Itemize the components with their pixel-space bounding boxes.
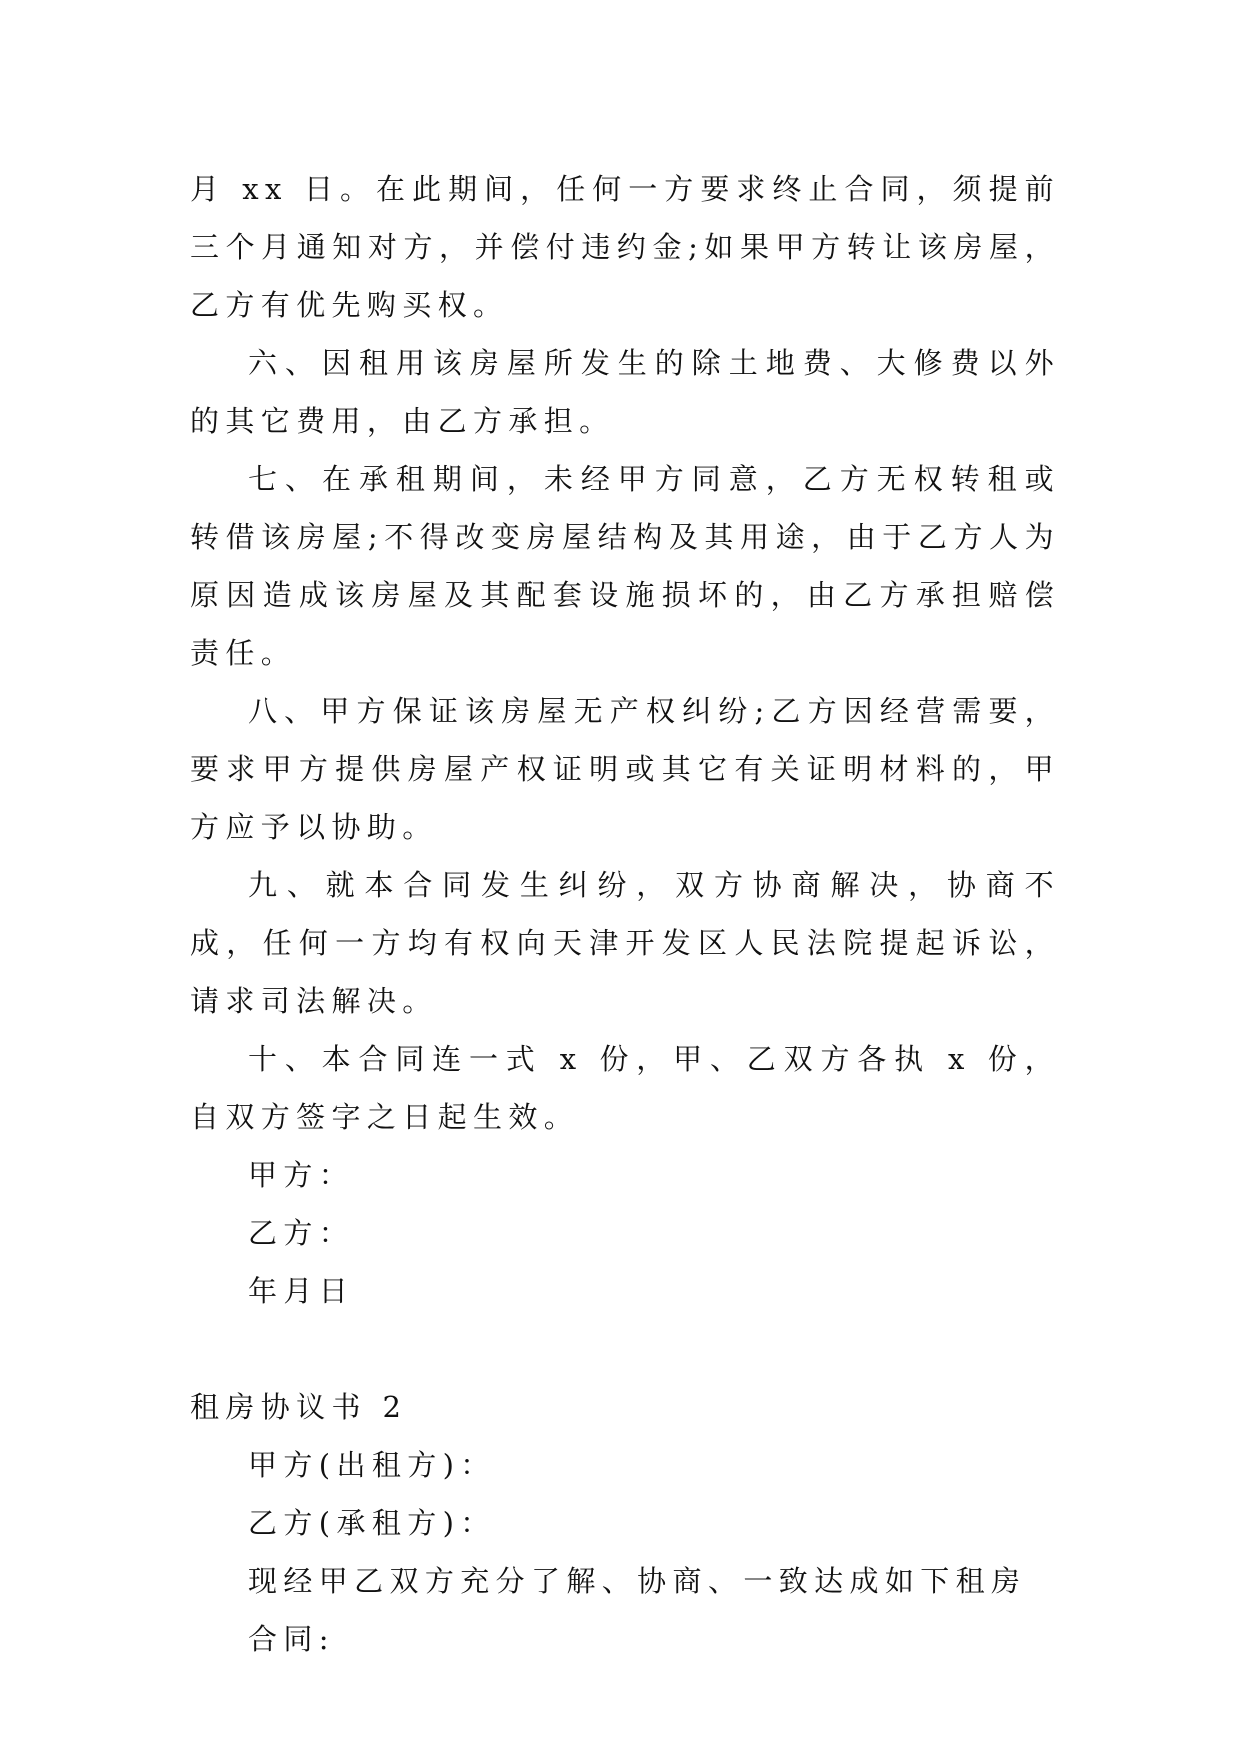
section2-title: 租房协议书 2 — [190, 1390, 408, 1424]
section2-party-b: 乙方(承租方)： — [248, 1506, 496, 1540]
signature-party-b: 乙方： — [248, 1216, 355, 1250]
section2-party-a: 甲方(出租方)： — [248, 1448, 496, 1482]
paragraph-clause-7: 七、在承租期间，未经甲方同意，乙方无权转租或转借该房屋;不得改变房屋结构及其用途，由于乙方人为原因造成该房屋及其配套设施损坏的，由乙方承担赔偿责任。 — [190, 462, 1060, 670]
section2-intro: 现经甲乙双方充分了解、协商、一致达成如下租房合同: — [248, 1564, 1027, 1656]
paragraph-clause-9: 九、就本合同发生纠纷，双方协商解决，协商不成，任何一方均有权向天津开发区人民法院提起诉讼，请求司法解决。 — [190, 868, 1060, 1018]
paragraph-clause-8: 八、甲方保证该房屋无产权纠纷;乙方因经营需要，要求甲方提供房屋产权证明或其它有关证明材料的，甲方应予以协助。 — [190, 694, 1060, 844]
signature-date: 年月日 — [248, 1274, 355, 1308]
paragraph-clause-6: 六、因租用该房屋所发生的除土地费、大修费以外的其它费用，由乙方承担。 — [190, 346, 1060, 438]
signature-party-a: 甲方： — [248, 1158, 355, 1192]
paragraph-clause-10: 十、本合同连一式 x 份，甲、乙双方各执 x 份，自双方签字之日起生效。 — [190, 1042, 1060, 1134]
paragraph-term-continuation: 月 xx 日。在此期间，任何一方要求终止合同，须提前三个月通知对方，并偿付违约金;如果甲方转让该房屋，乙方有优先购买权。 — [190, 172, 1060, 322]
document-page — [190, 160, 1060, 1668]
section-spacer — [190, 1320, 1060, 1378]
